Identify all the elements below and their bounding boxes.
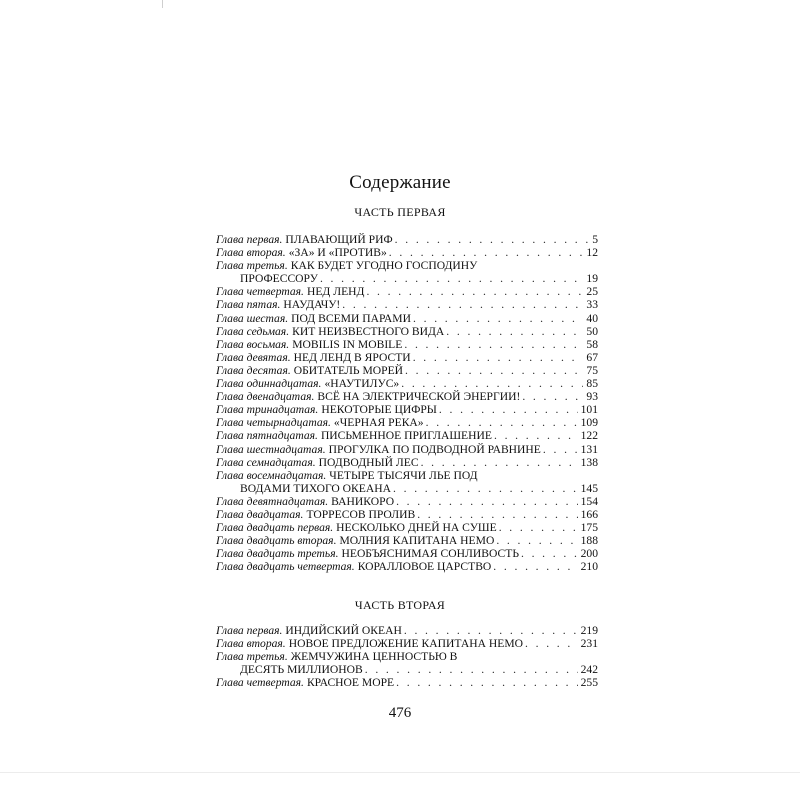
chapter-label: Глава двадцать первая. bbox=[216, 521, 334, 535]
chapter-title: КРАСНОЕ МОРЕ bbox=[306, 676, 395, 690]
toc-entry bbox=[216, 534, 598, 547]
chapter-label: Глава двадцать четвертая. bbox=[216, 560, 355, 574]
chapter-page-number: 166 bbox=[580, 507, 598, 521]
part-one-heading: ЧАСТЬ ПЕРВАЯ bbox=[354, 205, 446, 219]
chapter-page-number: 67 bbox=[586, 350, 598, 364]
leader-dots bbox=[401, 377, 583, 390]
chapter-title: ПЛАВАЮЩИЙ РИФ bbox=[285, 233, 393, 246]
page-number: 476 bbox=[388, 705, 412, 721]
toc-entry-line bbox=[216, 338, 598, 351]
chapter-label: Глава одиннадцатая. bbox=[216, 377, 322, 391]
toc-entry bbox=[216, 285, 598, 298]
leader-dots bbox=[521, 547, 578, 560]
toc-entry bbox=[216, 233, 598, 246]
toc-entry bbox=[216, 650, 598, 676]
toc-entry bbox=[216, 259, 598, 285]
toc-entry-continuation bbox=[216, 482, 598, 495]
toc-entry bbox=[216, 508, 598, 521]
chapter-title: ПИСЬМЕННОЕ ПРИГЛАШЕНИЕ bbox=[320, 429, 492, 443]
chapter-page-number: 50 bbox=[586, 324, 598, 338]
toc-entry-line bbox=[216, 233, 598, 246]
leader-dots bbox=[366, 285, 583, 298]
page-title: Содержание bbox=[349, 172, 451, 193]
toc-entry bbox=[216, 403, 598, 416]
toc-entry-line bbox=[216, 429, 598, 442]
chapter-title: «ЗА» И «ПРОТИВ» bbox=[288, 246, 387, 260]
chapter-title: ПОДВОДНЫЙ ЛЕС bbox=[318, 455, 419, 469]
chapter-page-number: 40 bbox=[586, 311, 598, 325]
toc-entry-line bbox=[216, 325, 598, 338]
chapter-page-number: 131 bbox=[580, 442, 598, 456]
leader-dots bbox=[543, 443, 578, 456]
chapter-title: «НАУТИЛУС» bbox=[324, 377, 400, 391]
chapter-title-continuation: ВОДАМИ ТИХОГО ОКЕАНА bbox=[240, 481, 391, 495]
chapter-title: «ЧЕРНАЯ РЕКА» bbox=[333, 416, 424, 430]
leader-dots bbox=[413, 351, 584, 364]
toc-entry-continuation bbox=[216, 272, 598, 285]
chapter-label: Глава седьмая. bbox=[216, 324, 290, 338]
chapter-page-number: 25 bbox=[586, 285, 598, 299]
chapter-title: НЕД ЛЕНД В ЯРОСТИ bbox=[293, 350, 411, 364]
toc-entry-line bbox=[216, 416, 598, 429]
chapter-title: MOBILIS IN MOBILE bbox=[292, 337, 403, 351]
chapter-page-number: 154 bbox=[580, 494, 598, 508]
toc-entry bbox=[216, 560, 598, 573]
toc-entry bbox=[216, 547, 598, 560]
chapter-label: Глава вторая. bbox=[216, 246, 286, 260]
chapter-title-continuation: ПРОФЕССОРУ bbox=[240, 272, 318, 286]
toc-part-one bbox=[216, 233, 598, 573]
toc-entry-line bbox=[216, 624, 598, 637]
chapter-label: Глава девятая. bbox=[216, 350, 291, 364]
chapter-label: Глава четвертая. bbox=[216, 285, 304, 299]
chapter-page-number: 255 bbox=[580, 676, 598, 690]
toc-entry bbox=[216, 416, 598, 429]
chapter-page-number: 138 bbox=[580, 455, 598, 469]
toc-entry bbox=[216, 429, 598, 442]
page-edge-line bbox=[162, 0, 163, 8]
toc-entry bbox=[216, 443, 598, 456]
chapter-page-number: 101 bbox=[580, 403, 598, 417]
chapter-title: КАК БУДЕТ УГОДНО ГОСПОДИНУ bbox=[290, 259, 478, 273]
chapter-label: Глава девятнадцатая. bbox=[216, 494, 329, 508]
chapter-label: Глава двенадцатая. bbox=[216, 390, 315, 404]
leader-dots bbox=[421, 456, 578, 469]
leader-dots bbox=[404, 338, 583, 351]
leader-dots bbox=[320, 272, 583, 285]
toc-entry bbox=[216, 676, 598, 689]
leader-dots bbox=[426, 416, 578, 429]
toc-entry-line bbox=[216, 469, 598, 482]
chapter-label: Глава четвертая. bbox=[216, 676, 304, 690]
leader-dots bbox=[404, 624, 578, 637]
leader-dots bbox=[439, 403, 578, 416]
chapter-title: МОЛНИЯ КАПИТАНА НЕМО bbox=[339, 534, 495, 548]
leader-dots bbox=[413, 312, 583, 325]
toc-entry bbox=[216, 521, 598, 534]
leader-dots bbox=[396, 676, 577, 689]
chapter-page-number: 219 bbox=[580, 624, 598, 637]
chapter-title: ЧЕТЫРЕ ТЫСЯЧИ ЛЬЕ ПОД bbox=[329, 468, 478, 482]
toc-entry-line bbox=[216, 246, 598, 259]
chapter-title: ОБИТАТЕЛЬ МОРЕЙ bbox=[293, 363, 404, 377]
leader-dots bbox=[522, 390, 583, 403]
chapter-page-number: 210 bbox=[580, 560, 598, 574]
part-two-heading: ЧАСТЬ ВТОРАЯ bbox=[354, 598, 446, 612]
chapter-label: Глава двадцать третья. bbox=[216, 547, 339, 561]
toc-entry bbox=[216, 351, 598, 364]
toc-part-two bbox=[216, 624, 598, 689]
chapter-label: Глава четырнадцатая. bbox=[216, 416, 331, 430]
toc-entry bbox=[216, 312, 598, 325]
chapter-title: НЕКОТОРЫЕ ЦИФРЫ bbox=[321, 403, 437, 417]
chapter-title: КОРАЛЛОВОЕ ЦАРСТВО bbox=[357, 560, 492, 574]
leader-dots bbox=[417, 508, 577, 521]
leader-dots bbox=[494, 429, 578, 442]
toc-entry bbox=[216, 637, 598, 650]
chapter-title: НОВОЕ ПРЕДЛОЖЕНИЕ КАПИТАНА НЕМО bbox=[288, 637, 524, 651]
leader-dots bbox=[396, 495, 578, 508]
leader-dots bbox=[389, 246, 584, 259]
toc-entry bbox=[216, 469, 598, 495]
toc-entry-line bbox=[216, 377, 598, 390]
chapter-page-number: 175 bbox=[580, 521, 598, 535]
chapter-page-number: 58 bbox=[586, 337, 598, 351]
toc-entry-line bbox=[216, 364, 598, 377]
chapter-label: Глава шестнадцатая. bbox=[216, 442, 326, 456]
toc-entry-line bbox=[216, 676, 598, 689]
toc-entry-line bbox=[216, 521, 598, 534]
chapter-page-number: 242 bbox=[580, 663, 598, 677]
chapter-label: Глава восемнадцатая. bbox=[216, 468, 327, 482]
chapter-title-continuation: ДЕСЯТЬ МИЛЛИОНОВ bbox=[240, 663, 363, 677]
chapter-label: Глава первая. bbox=[216, 624, 283, 637]
toc-entry bbox=[216, 390, 598, 403]
toc-entry bbox=[216, 325, 598, 338]
chapter-title: НАУДАЧУ! bbox=[283, 298, 341, 312]
toc-entry-line bbox=[216, 259, 598, 272]
toc-entry-line bbox=[216, 443, 598, 456]
chapter-page-number: 109 bbox=[580, 416, 598, 430]
chapter-page-number: 5 bbox=[592, 233, 598, 246]
chapter-label: Глава вторая. bbox=[216, 637, 286, 651]
toc-entry-continuation bbox=[216, 663, 598, 676]
leader-dots bbox=[342, 298, 583, 311]
chapter-title: ВСЁ НА ЭЛЕКТРИЧЕСКОЙ ЭНЕРГИИ! bbox=[317, 390, 521, 404]
chapter-page-number: 145 bbox=[580, 481, 598, 495]
chapter-title: ВАНИКОРО bbox=[331, 494, 395, 508]
chapter-label: Глава двадцатая. bbox=[216, 507, 304, 521]
chapter-label: Глава третья. bbox=[216, 650, 288, 664]
page-bottom-edge bbox=[0, 772, 800, 773]
chapter-label: Глава десятая. bbox=[216, 363, 291, 377]
chapter-page-number: 85 bbox=[586, 377, 598, 391]
chapter-page-number: 188 bbox=[580, 534, 598, 548]
chapter-label: Глава тринадцатая. bbox=[216, 403, 319, 417]
toc-entry-line bbox=[216, 637, 598, 650]
chapter-label: Глава пятнадцатая. bbox=[216, 429, 318, 443]
chapter-title: ИНДИЙСКИЙ ОКЕАН bbox=[285, 624, 402, 637]
chapter-page-number: 19 bbox=[586, 272, 598, 286]
toc-entry bbox=[216, 495, 598, 508]
toc-entry-line bbox=[216, 403, 598, 416]
chapter-title: НЕСКОЛЬКО ДНЕЙ НА СУШЕ bbox=[336, 521, 497, 535]
chapter-label: Глава шестая. bbox=[216, 311, 289, 325]
leader-dots bbox=[405, 364, 583, 377]
toc-entry bbox=[216, 364, 598, 377]
chapter-label: Глава восьмая. bbox=[216, 337, 290, 351]
toc-entry-line bbox=[216, 560, 598, 573]
leader-dots bbox=[499, 521, 578, 534]
chapter-title: ТОРРЕСОВ ПРОЛИВ bbox=[306, 507, 416, 521]
toc-entry-line bbox=[216, 456, 598, 469]
chapter-page-number: 33 bbox=[586, 298, 598, 312]
chapter-title: НЕОБЪЯСНИМАЯ СОНЛИВОСТЬ bbox=[341, 547, 519, 561]
chapter-page-number: 12 bbox=[586, 246, 598, 260]
leader-dots bbox=[496, 534, 577, 547]
toc-entry-line bbox=[216, 650, 598, 663]
toc-entry-line bbox=[216, 298, 598, 311]
chapter-page-number: 75 bbox=[586, 363, 598, 377]
leader-dots bbox=[393, 482, 578, 495]
chapter-page-number: 200 bbox=[580, 547, 598, 561]
toc-entry-line bbox=[216, 534, 598, 547]
toc-entry-line bbox=[216, 547, 598, 560]
toc-entry-line bbox=[216, 312, 598, 325]
chapter-label: Глава двадцать вторая. bbox=[216, 534, 337, 548]
chapter-title: НЕД ЛЕНД bbox=[306, 285, 365, 299]
chapter-label: Глава семнадцатая. bbox=[216, 455, 316, 469]
toc-entry bbox=[216, 456, 598, 469]
chapter-page-number: 93 bbox=[586, 390, 598, 404]
toc-entry bbox=[216, 298, 598, 311]
chapter-title: ЖЕМЧУЖИНА ЦЕННОСТЬЮ В bbox=[290, 650, 458, 664]
toc-entry-line bbox=[216, 495, 598, 508]
chapter-label: Глава первая. bbox=[216, 233, 283, 246]
chapter-label: Глава пятая. bbox=[216, 298, 281, 312]
toc-entry-line bbox=[216, 390, 598, 403]
chapter-title: КИТ НЕИЗВЕСТНОГО ВИДА bbox=[292, 324, 445, 338]
toc-entry-line bbox=[216, 285, 598, 298]
leader-dots bbox=[493, 560, 577, 573]
chapter-page-number: 122 bbox=[580, 429, 598, 443]
chapter-label: Глава третья. bbox=[216, 259, 288, 273]
leader-dots bbox=[365, 663, 578, 676]
chapter-page-number: 231 bbox=[580, 637, 598, 651]
leader-dots bbox=[395, 233, 590, 246]
toc-entry bbox=[216, 624, 598, 637]
leader-dots bbox=[446, 325, 583, 338]
chapter-title: ПРОГУЛКА ПО ПОДВОДНОЙ РАВНИНЕ bbox=[328, 442, 541, 456]
toc-entry-line bbox=[216, 508, 598, 521]
toc-entry bbox=[216, 338, 598, 351]
toc-entry-line bbox=[216, 351, 598, 364]
chapter-title: ПОД ВСЕМИ ПАРАМИ bbox=[291, 311, 411, 325]
leader-dots bbox=[525, 637, 578, 650]
toc-entry bbox=[216, 377, 598, 390]
toc-entry bbox=[216, 246, 598, 259]
